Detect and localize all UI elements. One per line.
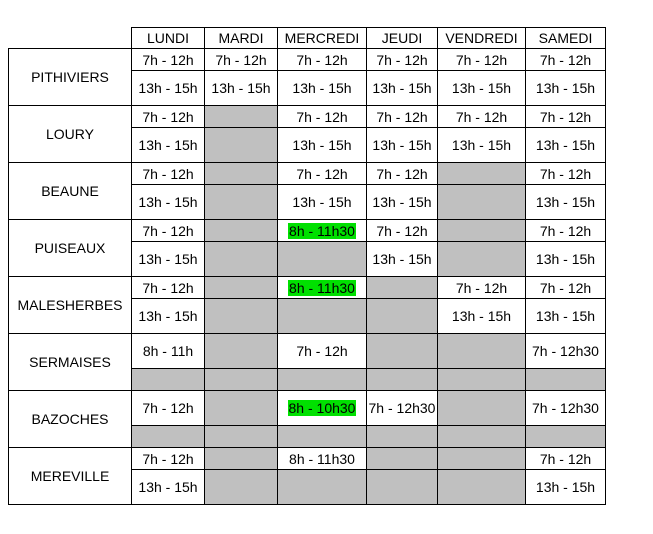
hours-text: 7h - 12h — [296, 343, 348, 359]
hours-text: 7h - 12h — [455, 279, 508, 296]
closed-cell — [438, 242, 526, 277]
closed-cell — [205, 220, 278, 242]
hours-cell — [278, 106, 367, 128]
hours-text: 13h - 15h — [535, 308, 596, 324]
highlighted-hours: 8h - 11h30 — [289, 279, 355, 296]
closed-cell — [205, 299, 278, 334]
hours-cell — [367, 220, 438, 242]
town-row — [9, 391, 606, 426]
hours-cell — [278, 334, 367, 369]
closed-cell — [367, 334, 438, 369]
closed-cell — [438, 470, 526, 505]
hours-text: 13h - 15h — [211, 80, 271, 96]
town-name: BEAUNE — [9, 163, 132, 220]
closed-cell — [367, 426, 438, 448]
closed-cell — [438, 369, 526, 391]
closed-cell — [205, 426, 278, 448]
hours-cell — [438, 277, 526, 299]
hours-text: 7h - 12h — [142, 108, 194, 125]
hours-cell — [526, 185, 606, 220]
hours-text: 7h - 12h — [455, 108, 508, 125]
closed-cell — [205, 369, 278, 391]
hours-cell — [526, 163, 606, 185]
hours-cell — [278, 128, 367, 163]
closed-cell — [438, 220, 526, 242]
town-row — [9, 277, 606, 299]
hours-text: 7h - 12h — [539, 51, 592, 68]
closed-cell — [438, 426, 526, 448]
hours-text: 13h - 15h — [535, 80, 596, 96]
hours-cell — [132, 299, 205, 334]
closed-cell — [205, 277, 278, 299]
hours-text: 7h - 12h — [215, 51, 267, 68]
hours-cell — [526, 391, 606, 426]
closed-cell — [205, 470, 278, 505]
town-name: PUISEAUX — [9, 220, 132, 277]
town-name: PITHIVIERS — [9, 49, 132, 106]
hours-text: 13h - 15h — [138, 80, 198, 96]
hours-cell — [132, 242, 205, 277]
hours-text: 13h - 15h — [372, 137, 432, 153]
closed-cell — [526, 426, 606, 448]
hours-cell — [526, 299, 606, 334]
closed-cell — [438, 448, 526, 470]
hours-cell — [367, 71, 438, 106]
hours-cell — [132, 106, 205, 128]
hours-text: 13h - 15h — [535, 251, 596, 267]
hours-cell — [526, 242, 606, 277]
hours-cell — [205, 49, 278, 71]
town-row — [9, 334, 606, 369]
hours-cell — [526, 334, 606, 369]
hours-text: 13h - 15h — [535, 479, 596, 495]
hours-text: 7h - 12h — [142, 165, 194, 182]
hours-text: 7h - 12h — [376, 108, 428, 125]
closed-cell — [205, 128, 278, 163]
hours-cell — [526, 49, 606, 71]
hours-text: 7h - 12h — [296, 108, 348, 125]
hours-text: 13h - 15h — [451, 308, 512, 324]
day-header: MARDI — [205, 28, 278, 49]
town-row — [9, 448, 606, 470]
hours-text: 13h - 15h — [292, 80, 352, 96]
hours-cell — [278, 277, 367, 299]
hours-text: 8h - 11h — [142, 343, 194, 359]
hours-text: 7h - 12h — [539, 279, 592, 296]
hours-text: 7h - 12h — [142, 279, 194, 296]
hours-cell — [367, 106, 438, 128]
hours-text: 7h - 12h — [296, 165, 348, 182]
hours-cell — [526, 128, 606, 163]
hours-text: 7h - 12h — [296, 51, 348, 68]
hours-cell — [132, 277, 205, 299]
hours-cell — [367, 49, 438, 71]
hours-cell — [132, 128, 205, 163]
closed-cell — [526, 369, 606, 391]
closed-cell — [278, 369, 367, 391]
header-corner — [9, 28, 132, 49]
hours-text: 13h - 15h — [451, 137, 512, 153]
closed-cell — [278, 299, 367, 334]
hours-cell — [367, 242, 438, 277]
closed-cell — [205, 391, 278, 426]
hours-cell — [367, 163, 438, 185]
closed-cell — [205, 185, 278, 220]
hours-cell — [278, 448, 367, 470]
hours-cell — [526, 470, 606, 505]
day-header: MERCREDI — [278, 28, 367, 49]
hours-cell — [132, 71, 205, 106]
hours-text: 7h - 12h — [539, 450, 592, 467]
hours-text: 13h - 15h — [535, 137, 596, 153]
closed-cell — [278, 470, 367, 505]
hours-text: 13h - 15h — [138, 308, 198, 324]
hours-cell — [526, 71, 606, 106]
hours-text: 7h - 12h — [142, 51, 194, 68]
hours-text: 13h - 15h — [451, 80, 512, 96]
hours-cell — [367, 128, 438, 163]
hours-cell — [278, 49, 367, 71]
hours-text: 7h - 12h — [539, 108, 592, 125]
hours-text: 13h - 15h — [535, 194, 596, 210]
closed-cell — [367, 448, 438, 470]
town-name: SERMAISES — [9, 334, 132, 391]
hours-text: 7h - 12h — [376, 222, 428, 239]
hours-cell — [278, 185, 367, 220]
highlighted-hours: 8h - 11h30 — [289, 222, 355, 239]
hours-text: 13h - 15h — [372, 251, 432, 267]
hours-text: 7h - 12h30 — [532, 400, 599, 416]
hours-cell — [132, 470, 205, 505]
closed-cell — [367, 369, 438, 391]
closed-cell — [205, 106, 278, 128]
schedule-body — [9, 49, 606, 505]
town-row — [9, 106, 606, 128]
hours-text: 7h - 12h — [376, 165, 428, 182]
closed-cell — [438, 391, 526, 426]
town-row — [9, 220, 606, 242]
header-row — [9, 28, 606, 49]
day-header: LUNDI — [132, 28, 205, 49]
closed-cell — [205, 334, 278, 369]
closed-cell — [367, 470, 438, 505]
closed-cell — [278, 426, 367, 448]
hours-text: 13h - 15h — [372, 80, 432, 96]
town-name: BAZOCHES — [9, 391, 132, 448]
hours-text: 7h - 12h — [142, 222, 194, 239]
hours-cell — [278, 71, 367, 106]
closed-cell — [132, 426, 205, 448]
hours-cell — [438, 299, 526, 334]
closed-cell — [438, 185, 526, 220]
hours-text: 13h - 15h — [138, 137, 198, 153]
hours-cell — [132, 448, 205, 470]
closed-cell — [205, 242, 278, 277]
closed-cell — [205, 163, 278, 185]
hours-text: 13h - 15h — [138, 251, 198, 267]
hours-text: 13h - 15h — [372, 194, 432, 210]
schedule-table — [8, 27, 606, 505]
hours-cell — [205, 71, 278, 106]
hours-text: 7h - 12h — [539, 222, 592, 239]
hours-text: 13h - 15h — [138, 194, 198, 210]
town-name: LOURY — [9, 106, 132, 163]
town-name: MALESHERBES — [9, 277, 132, 334]
hours-text: 13h - 15h — [138, 479, 198, 495]
hours-text: 7h - 12h30 — [368, 400, 436, 416]
closed-cell — [278, 242, 367, 277]
hours-cell — [132, 334, 205, 369]
hours-cell — [132, 49, 205, 71]
hours-text: 13h - 15h — [292, 137, 352, 153]
hours-text: 13h - 15h — [292, 194, 352, 210]
hours-cell — [278, 220, 367, 242]
town-name: MEREVILLE — [9, 448, 132, 505]
hours-cell — [278, 391, 367, 426]
hours-cell — [132, 220, 205, 242]
hours-cell — [367, 185, 438, 220]
hours-cell — [526, 106, 606, 128]
hours-cell — [132, 185, 205, 220]
hours-cell — [278, 163, 367, 185]
hours-cell — [367, 391, 438, 426]
hours-cell — [438, 71, 526, 106]
town-row — [9, 49, 606, 71]
hours-text: 7h - 12h — [142, 400, 194, 416]
day-header: SAMEDI — [526, 28, 606, 49]
hours-cell — [526, 448, 606, 470]
hours-text: 7h - 12h — [142, 450, 194, 467]
closed-cell — [438, 163, 526, 185]
closed-cell — [367, 299, 438, 334]
closed-cell — [438, 334, 526, 369]
hours-text: 7h - 12h — [376, 51, 428, 68]
highlighted-hours: 8h - 10h30 — [288, 400, 356, 416]
hours-cell — [526, 220, 606, 242]
hours-cell — [438, 128, 526, 163]
hours-text: 7h - 12h30 — [532, 343, 599, 359]
closed-cell — [367, 277, 438, 299]
hours-cell — [438, 106, 526, 128]
day-header: VENDREDI — [438, 28, 526, 49]
hours-cell — [526, 277, 606, 299]
hours-text: 8h - 11h30 — [289, 450, 355, 467]
closed-cell — [205, 448, 278, 470]
hours-cell — [132, 391, 205, 426]
hours-cell — [132, 163, 205, 185]
hours-text: 7h - 12h — [539, 165, 592, 182]
day-header: JEUDI — [367, 28, 438, 49]
closed-cell — [132, 369, 205, 391]
town-row — [9, 163, 606, 185]
hours-cell — [438, 49, 526, 71]
hours-text: 7h - 12h — [455, 51, 508, 68]
